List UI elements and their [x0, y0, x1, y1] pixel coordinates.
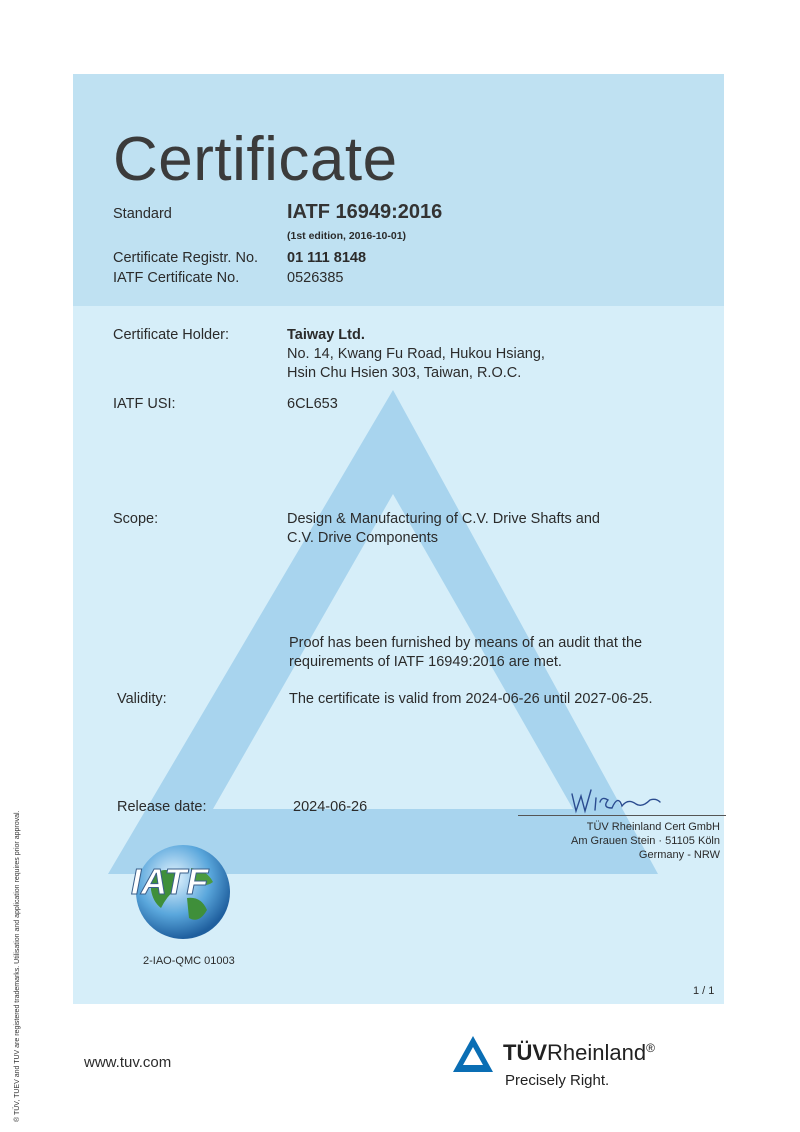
issuer-address: Am Grauen Stein · 51105 Köln: [571, 835, 720, 847]
tuv-brand-rest: Rheinland: [547, 1040, 647, 1065]
iatf-globe-logo: [121, 838, 241, 943]
signature-line: [518, 815, 726, 816]
release-label: Release date:: [117, 799, 207, 815]
tuv-triangle-icon: [451, 1034, 495, 1074]
page-number: 1 / 1: [693, 985, 715, 997]
iatf-logo-code: 2-IAO-QMC 01003: [143, 955, 235, 967]
iatf-logo-text: IATF: [131, 861, 209, 902]
holder-address-1: No. 14, Kwang Fu Road, Hukou Hsiang,: [287, 346, 545, 362]
scope-line-1: Design & Manufacturing of C.V. Drive Shafts and: [287, 511, 600, 527]
proof-line-1: Proof has been furnished by means of an audit that the: [289, 635, 643, 651]
tuv-brand: [503, 1040, 655, 1066]
holder-address-2: Hsin Chu Hsien 303, Taiwan, R.O.C.: [287, 365, 522, 381]
registr-label: Certificate Registr. No.: [113, 250, 259, 266]
proof-line-2: requirements of IATF 16949:2016 are met.: [289, 654, 562, 670]
holder-label: Certificate Holder:: [113, 327, 230, 343]
tuv-brand-mark: ®: [646, 1041, 655, 1055]
validity-value: The certificate is valid from 2024-06-26 until 2027-06-25.: [289, 691, 653, 707]
standard-value: IATF 16949:2016: [287, 201, 443, 223]
iatf-cert-value: 0526385: [287, 270, 344, 286]
iatf-cert-label: IATF Certificate No.: [113, 270, 240, 286]
certificate-title: Certificate: [113, 125, 398, 194]
standard-label: Standard: [113, 206, 172, 222]
tuv-slogan: Precisely Right.: [505, 1072, 610, 1089]
scope-line-2: C.V. Drive Components: [287, 530, 438, 546]
tuv-brand-bold: TÜV: [503, 1040, 547, 1065]
usi-value: 6CL653: [287, 396, 338, 412]
issuer-region: Germany - NRW: [638, 849, 720, 861]
validity-label: Validity:: [117, 691, 167, 707]
holder-name: Taiway Ltd.: [287, 327, 365, 343]
trademark-note: ® TÜV, TUEV and TUV are registered trademarks. Utilisation and application requires prior approval.: [14, 810, 21, 1122]
scope-label: Scope:: [113, 511, 159, 527]
website: www.tuv.com: [84, 1054, 172, 1071]
release-value: 2024-06-26: [293, 799, 368, 815]
registr-value: 01 111 8148: [287, 250, 367, 266]
usi-label: IATF USI:: [113, 396, 176, 412]
issuer-name: TÜV Rheinland Cert GmbH: [586, 821, 720, 833]
signature: [566, 784, 666, 816]
standard-edition: (1st edition, 2016-10-01): [287, 230, 407, 242]
